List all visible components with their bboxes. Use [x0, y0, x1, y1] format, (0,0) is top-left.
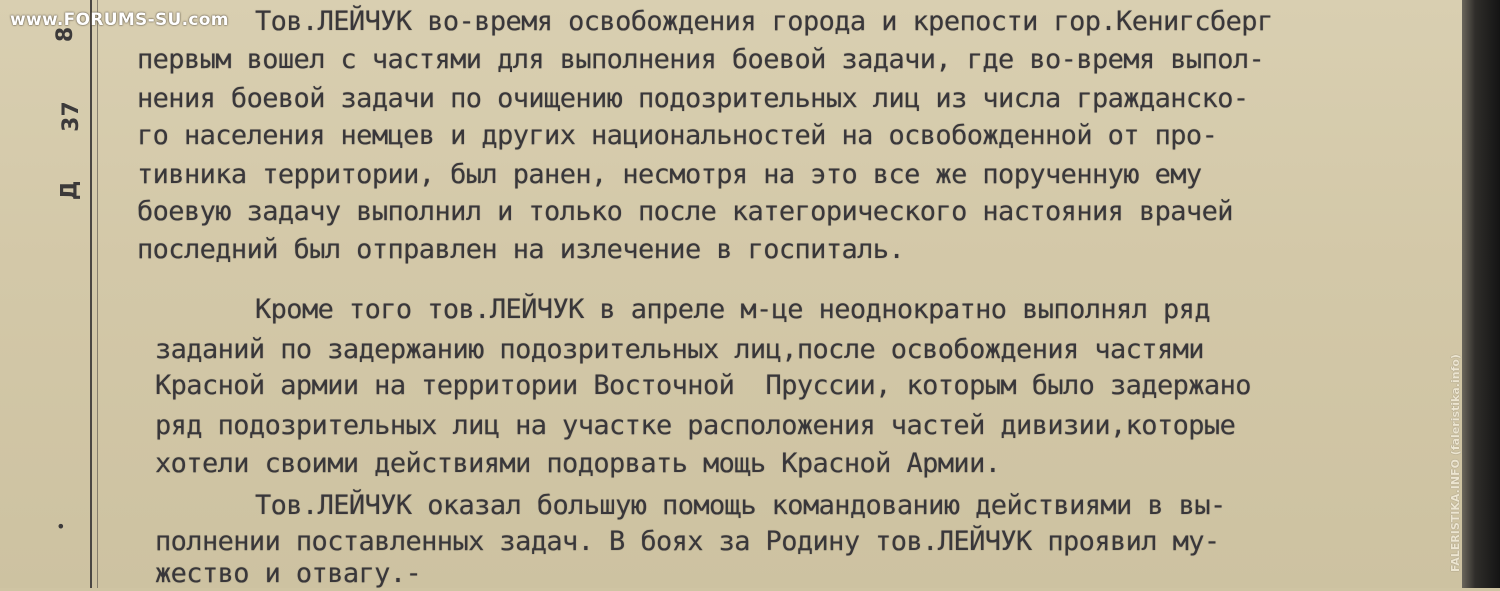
text-line: заданий по задержанию подозрительных лиц,после освобождения частями [155, 334, 1204, 365]
page-number-mark: 37 [58, 101, 84, 132]
text-line: полнении поставленных задач. В боях за Родину тов.ЛЕЙЧУК проявил му- [155, 526, 1220, 557]
page-edge-shadow [1462, 0, 1500, 588]
sheet-number-mark: 8 [53, 26, 79, 43]
text-line: нения боевой задачи по очищению подозрительных лиц из числа гражданско- [137, 83, 1249, 114]
side-watermark [1449, 354, 1465, 572]
side-watermark-name: FALERISTIKA.INFO [1449, 459, 1462, 572]
text-line: тивника территории, был ранен, несмотря на это все же порученную ему [137, 159, 1202, 190]
text-line: ряд подозрительных лиц на участке расположения частей дивизии,которые [155, 410, 1236, 441]
file-letter-mark: Д [57, 180, 83, 201]
text-line: последний был отправлен на излечение в госпиталь. [137, 234, 905, 265]
text-line: Красной армии на территории Восточной Пруссии, которым было задержано [155, 370, 1251, 401]
text-line: Тов.ЛЕЙЧУК во-время освобождения города и крепости гор.Кенигсберг [255, 6, 1273, 37]
side-watermark-url: (faleristika.info) [1449, 354, 1462, 456]
margin-line [90, 0, 92, 588]
text-line: жество и отвагу.- [155, 558, 422, 589]
text-line: го населения немцев и других национальностей на освобожденной от про- [137, 120, 1218, 151]
text-line: хотели своими действиями подорвать мощь Красной Армии. [155, 448, 1001, 479]
text-line: первым вошел с частями для выполнения боевой задачи, где во-время выпол- [137, 44, 1265, 75]
watermark-text: www.FORUMS-SU.com [10, 10, 229, 30]
text-line: Кроме того тов.ЛЕЙЧУК в апреле м-це неоднократно выполнял ряд [255, 294, 1210, 325]
margin-dot: • [56, 517, 66, 536]
text-line: боевую задачу выполнил и только после категорического настояния врачей [137, 196, 1233, 227]
text-line: Тов.ЛЕЙЧУК оказал большую помощь командованию действиями в вы- [255, 490, 1226, 521]
margin-line-secondary [97, 0, 98, 588]
